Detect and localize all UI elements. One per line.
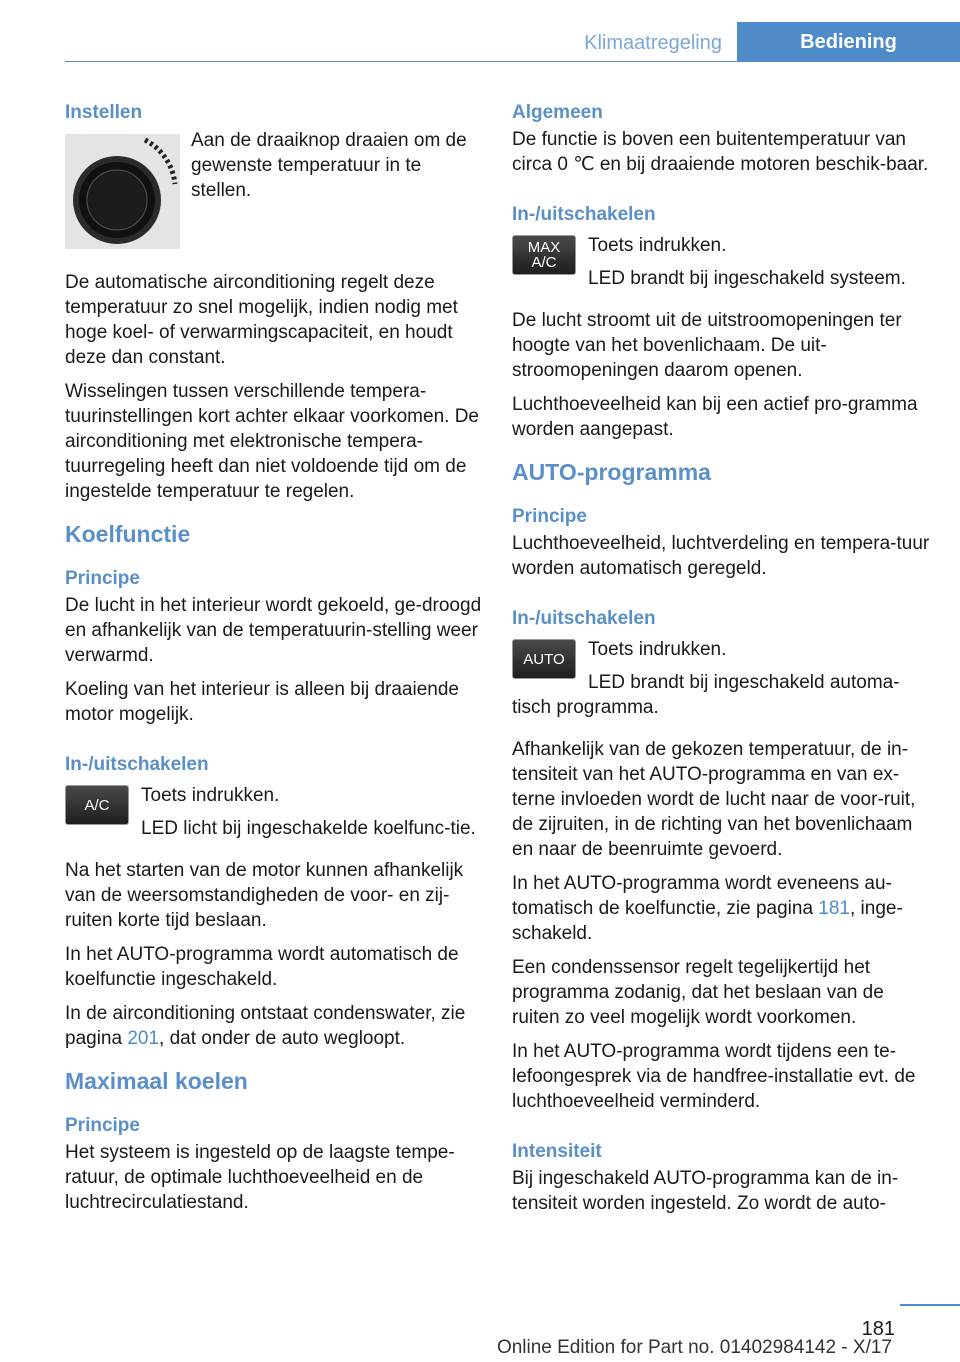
footer-divider xyxy=(900,1304,960,1306)
principe-heading: Principe xyxy=(65,568,140,589)
instellen-text: Aan de draaiknop draaien om de gewenste temperatuur in te stellen. xyxy=(191,130,467,201)
page-link-201[interactable]: 201 xyxy=(127,1028,160,1049)
paragraph: Een condenssensor regelt tegelijkertijd het programma zodanig, dat het beslaan van de ruiten zo veel mogelijk wordt voorkomen. xyxy=(512,957,884,1028)
paragraph: In de airconditioning ontstaat condenswater, zie pagina 201, dat onder de auto wegloopt. xyxy=(65,1003,466,1049)
auto-button-icon: AUTO xyxy=(512,639,576,679)
rotary-knob-image xyxy=(65,134,180,249)
principe-heading: Principe xyxy=(65,1115,140,1136)
step-text: LED licht bij ingeschakelde koelfunc‐tie. xyxy=(141,818,476,839)
principe-heading: Principe xyxy=(512,506,587,527)
paragraph: De functie is boven een buitentemperatuur van circa 0 ℃ en bij draaiende motoren beschik‐baar. xyxy=(512,129,929,175)
header-divider xyxy=(65,61,960,62)
ac-button-block xyxy=(65,783,485,849)
step-text: Toets indrukken. xyxy=(141,785,280,806)
header-section-title: Klimaatregeling xyxy=(584,32,722,54)
maximaal-koelen-heading: Maximaal koelen xyxy=(65,1068,248,1094)
paragraph: De automatische airconditioning regelt deze temperatuur zo snel mogelijk, indien nodig met hoge koel- of verwarmingscapaciteit, en houdt deze dan constant. xyxy=(65,272,458,368)
edition-footer: Online Edition for Part no. 01402984142 - X/17 xyxy=(496,1337,892,1358)
paragraph: In het AUTO-programma wordt automatisch de koelfunctie ingeschakeld. xyxy=(65,944,459,990)
knob-block xyxy=(65,128,485,258)
paragraph: Luchthoeveelheid, luchtverdeling en tempera‐tuur worden automatisch geregeld. xyxy=(512,533,930,579)
ac-button-icon: A/C xyxy=(65,785,129,825)
step-text: LED brandt bij ingeschakeld systeem. xyxy=(588,268,906,289)
right-column xyxy=(512,100,932,1225)
paragraph: Luchthoeveelheid kan bij een actief pro‐gramma worden aangepast. xyxy=(512,394,918,440)
max-ac-button-block xyxy=(512,233,932,299)
step-text: Toets indrukken. xyxy=(588,639,727,660)
paragraph: Na het starten van de motor kunnen afhankelijk van de weersomstandigheden de voor- en zij‐ruiten korte tijd beslaan. xyxy=(65,860,464,931)
paragraph: In het AUTO-programma wordt tijdens een te‐lefoongesprek via de handfree-installatie evt. de luchthoeveelheid verminderd. xyxy=(512,1041,916,1112)
algemeen-heading: Algemeen xyxy=(512,102,603,123)
paragraph: In het AUTO-programma wordt eveneens au‐tomatisch de koelfunctie, zie pagina 181, inge‐schakeld. xyxy=(512,873,903,944)
paragraph: Koeling van het interieur is alleen bij draaiende motor mogelijk. xyxy=(65,679,459,725)
paragraph: Afhankelijk van de gekozen temperatuur, de in‐tensiteit van het AUTO-programma en van ex‐terne invloeden wordt de lucht naar de voor‐ruit, de zijruiten, in de richting van het bovenlichaam en naar de beenruimte gevoerd. xyxy=(512,739,916,860)
inuitschakelen-heading: In-/uitschakelen xyxy=(512,608,656,629)
auto-button-block xyxy=(512,637,932,728)
step-text: LED brandt bij ingeschakeld automa‐tisch programma. xyxy=(512,672,900,718)
intensiteit-heading: Intensiteit xyxy=(512,1141,602,1162)
koelfunctie-heading: Koelfunctie xyxy=(65,521,191,547)
page-link-181[interactable]: 181 xyxy=(818,898,850,919)
header-tab: Bediening xyxy=(737,22,960,62)
inuitschakelen-heading: In-/uitschakelen xyxy=(512,204,656,225)
instellen-heading: Instellen xyxy=(65,102,143,123)
paragraph: De lucht in het interieur wordt gekoeld, ge‐droogd en afhankelijk van de temperatuurin‐stelling weer verwarmd. xyxy=(65,595,482,666)
inuitschakelen-heading: In-/uitschakelen xyxy=(65,754,209,775)
paragraph: Het systeem is ingesteld op de laagste tempe‐ratuur, de optimale luchthoeveelheid en de luchtrecirculatiestand. xyxy=(65,1142,455,1213)
left-column xyxy=(65,100,485,1224)
step-text: Toets indrukken. xyxy=(588,235,727,256)
auto-programma-heading: AUTO-programma xyxy=(512,459,711,485)
page-number: 181 xyxy=(861,1318,895,1340)
paragraph: Bij ingeschakeld AUTO-programma kan de in‐tensiteit worden ingesteld. Zo wordt de auto‐ xyxy=(512,1168,899,1214)
paragraph: De lucht stroomt uit de uitstroomopeningen ter hoogte van het bovenlichaam. De uit‐stroomopeningen daarom openen. xyxy=(512,310,902,381)
max-ac-button-icon: MAX A/C xyxy=(512,235,576,275)
paragraph: Wisselingen tussen verschillende tempera‐tuurinstellingen kort achter elkaar voorkomen. De airconditioning met elektronische tempera‐tuurregeling heeft dan niet voldoende tijd om de ingestelde temperatuur te regelen. xyxy=(65,381,479,502)
